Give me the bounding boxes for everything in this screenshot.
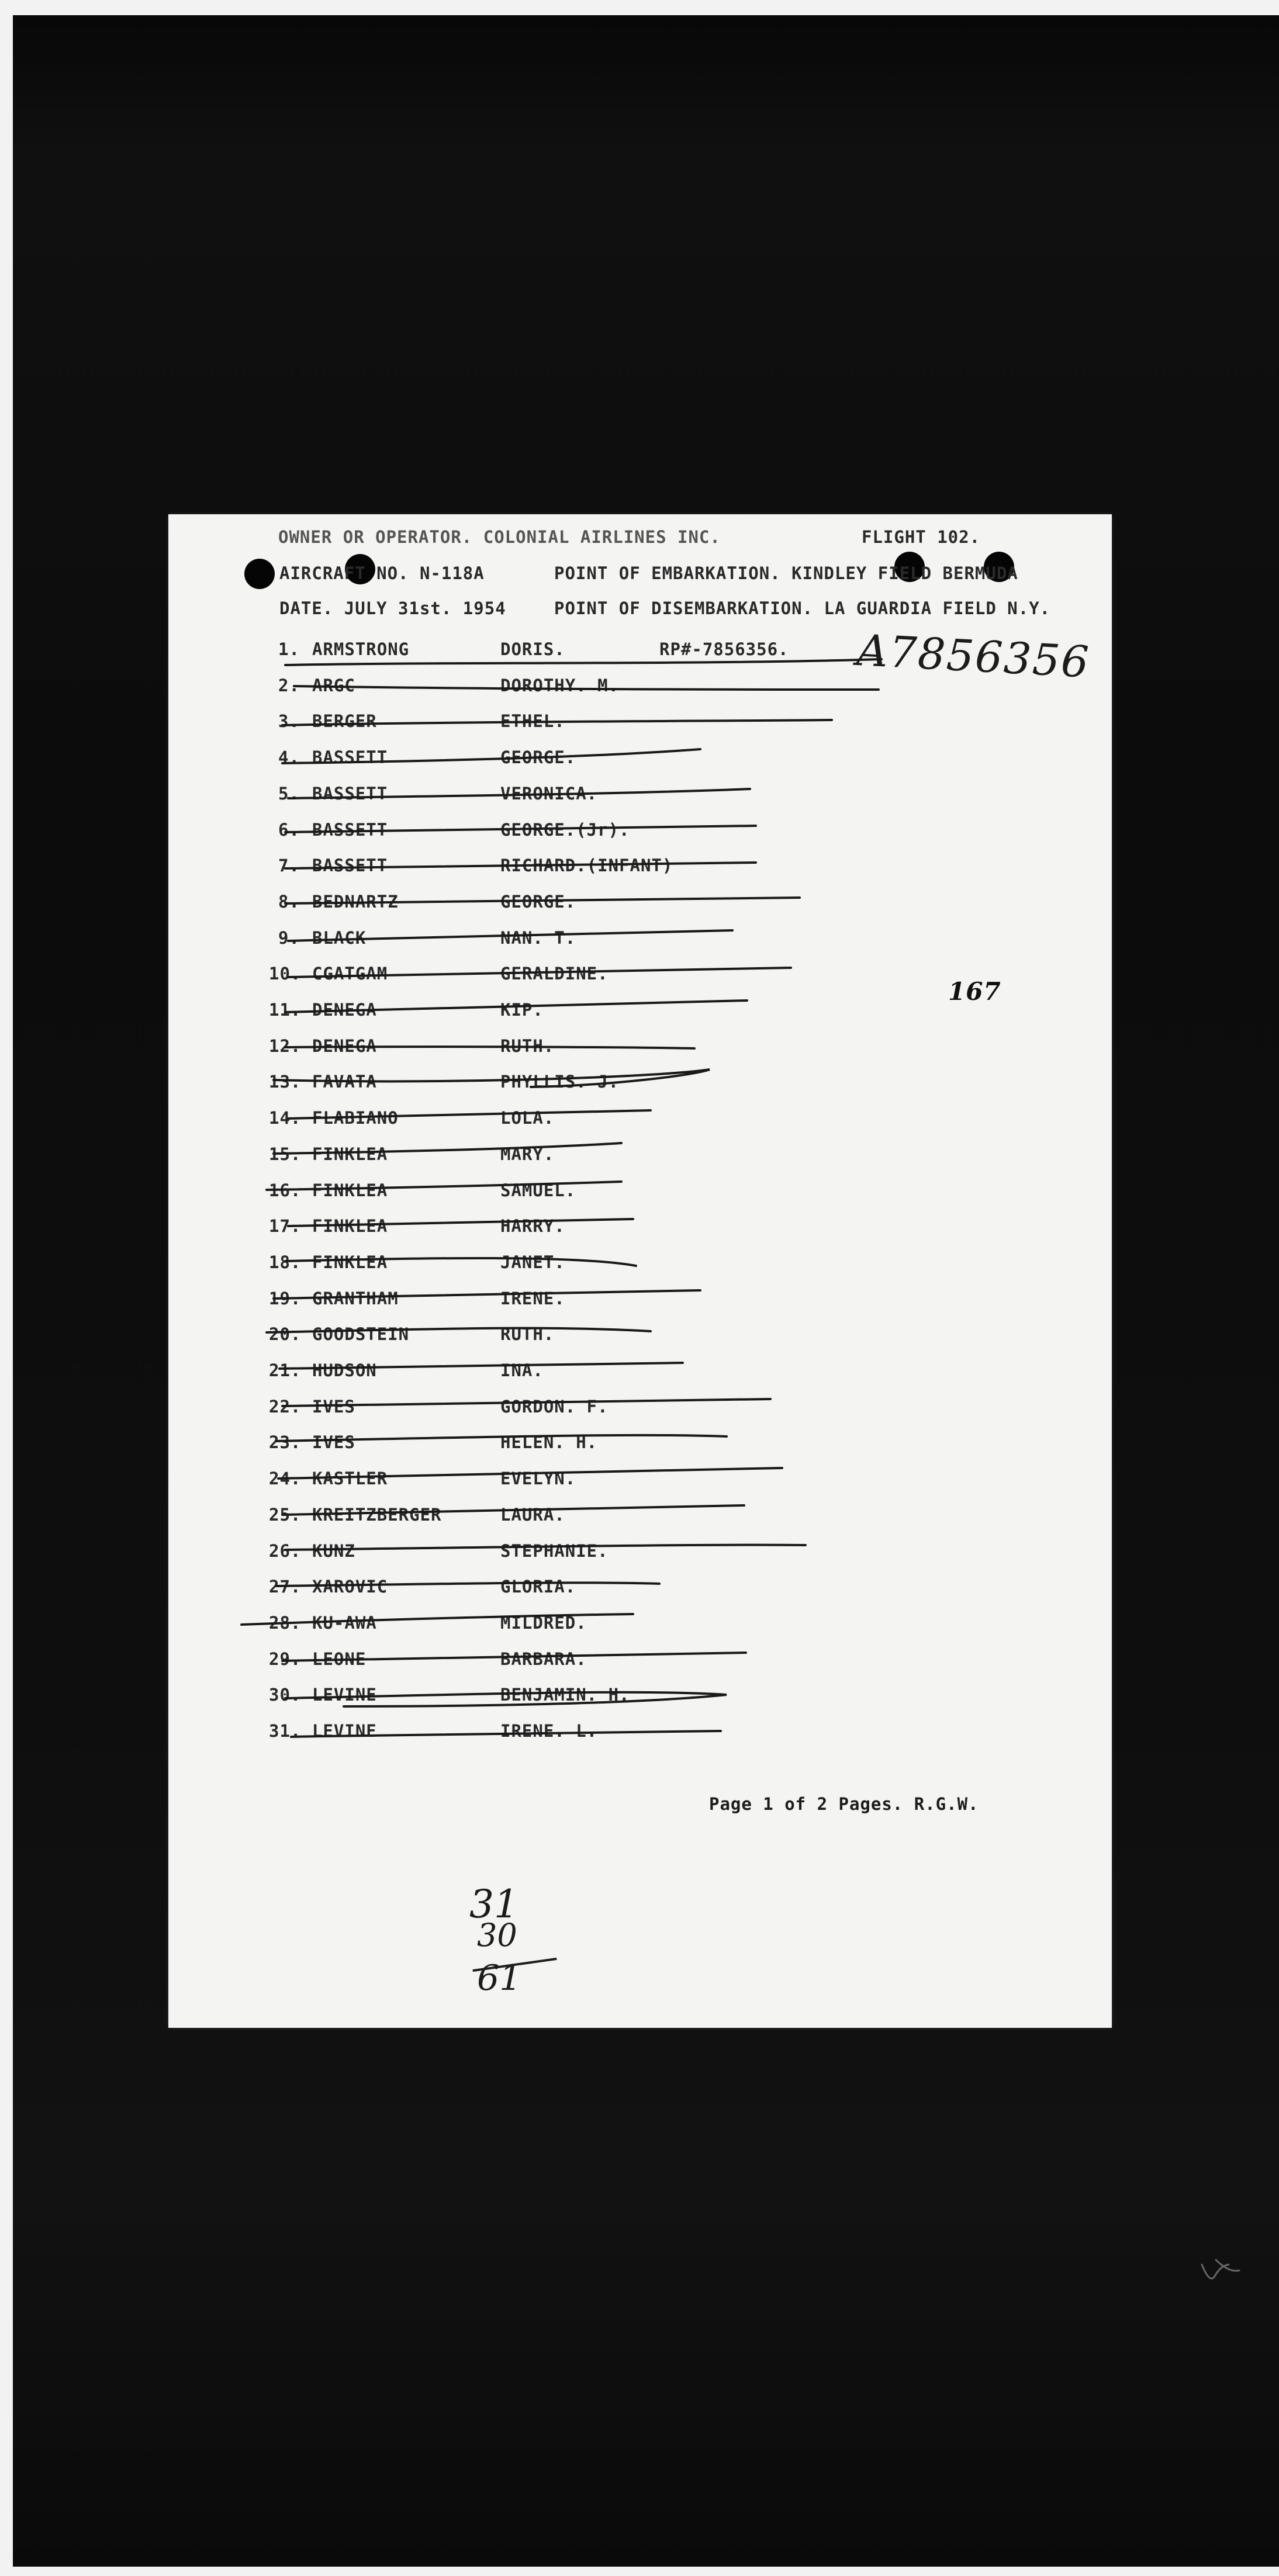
passenger-surname: LEONE <box>312 1649 367 1669</box>
passenger-given-name: INA. <box>500 1360 544 1380</box>
passenger-number: 20. <box>269 1324 302 1344</box>
passenger-surname: ARGC <box>312 676 355 695</box>
scan-border-bottom <box>0 2567 1279 2576</box>
passenger-given-name: SAMUEL. <box>500 1180 576 1200</box>
passenger-surname: KASTLER <box>312 1469 388 1488</box>
passenger-number: 18. <box>269 1252 302 1272</box>
passenger-number: 15. <box>269 1144 302 1164</box>
passenger-given-name: LOLA. <box>500 1108 555 1128</box>
passenger-surname: FINKLEA <box>312 1180 388 1200</box>
passenger-surname: KU-AWA <box>312 1613 377 1633</box>
passenger-given-name: HELEN. H. <box>500 1432 598 1452</box>
passenger-surname: LEVINE <box>312 1721 377 1741</box>
passenger-given-name: RICHARD.(INFANT) <box>500 856 673 875</box>
passenger-number: 22. <box>269 1397 302 1417</box>
passenger-note: RP#-7856356. <box>659 639 789 659</box>
passenger-number: 23. <box>269 1432 302 1452</box>
passenger-number: 28. <box>269 1613 302 1633</box>
tally-top: 31 <box>469 1882 518 1927</box>
passenger-number: 16. <box>269 1180 302 1200</box>
passenger-number: 8. <box>278 892 300 912</box>
passenger-surname: GOODSTEIN <box>312 1324 410 1344</box>
passenger-number: 12. <box>269 1036 302 1056</box>
passenger-number: 3. <box>278 711 300 731</box>
passenger-surname: BASSETT <box>312 856 388 875</box>
passenger-number: 19. <box>269 1289 302 1308</box>
passenger-surname: BASSETT <box>312 820 388 840</box>
header-disembarkation: POINT OF DISEMBARKATION. LA GUARDIA FIELD N.Y. <box>554 598 1051 618</box>
passenger-number: 6. <box>278 820 300 840</box>
passenger-given-name: PHYLLIS. J. <box>500 1072 620 1092</box>
passenger-surname: LEVINE <box>312 1685 377 1705</box>
passenger-given-name: GEORGE. <box>500 747 576 767</box>
passenger-surname: BERGER <box>312 711 377 731</box>
passenger-given-name: VERONICA. <box>500 784 598 804</box>
passenger-given-name: GLORIA. <box>500 1577 576 1597</box>
passenger-given-name: LAURA. <box>500 1505 565 1525</box>
header-embarkation: POINT OF EMBARKATION. KINDLEY FIELD BERMUDA <box>554 563 1018 583</box>
passenger-number: 13. <box>269 1072 302 1092</box>
passenger-given-name: GERALDINE. <box>500 964 609 984</box>
passenger-number: 2. <box>278 676 300 695</box>
passenger-number: 27. <box>269 1577 302 1597</box>
passenger-given-name: GEORGE. <box>500 892 576 912</box>
scan-border-top <box>0 0 1279 15</box>
passenger-surname: XAROVIC <box>312 1577 388 1597</box>
passenger-number: 17. <box>269 1216 302 1236</box>
passenger-given-name: KIP. <box>500 1000 544 1020</box>
passenger-given-name: JANET. <box>500 1252 565 1272</box>
passenger-surname: GRANTHAM <box>312 1289 399 1308</box>
passenger-surname: IVES <box>312 1397 355 1417</box>
passenger-given-name: IRENE. L. <box>500 1721 598 1741</box>
passenger-surname: CGATGAM <box>312 964 388 984</box>
passenger-number: 1. <box>278 639 300 659</box>
passenger-given-name: EVELYN. <box>500 1469 576 1488</box>
passenger-number: 5. <box>278 784 300 804</box>
passenger-given-name: GORDON. F. <box>500 1397 609 1417</box>
passenger-given-name: MILDRED. <box>500 1613 587 1633</box>
pencil-scribble-mark <box>1198 2253 1245 2288</box>
passenger-surname: DENEGA <box>312 1000 377 1020</box>
strike-line-1 <box>285 659 882 665</box>
passenger-surname: KUNZ <box>312 1541 355 1561</box>
page-note: Page 1 of 2 Pages. R.G.W. <box>709 1794 979 1814</box>
passenger-given-name: HARRY. <box>500 1216 565 1236</box>
passenger-surname: BASSETT <box>312 747 388 767</box>
passenger-surname: FINKLEA <box>312 1252 388 1272</box>
passenger-given-name: STEPHANIE. <box>500 1541 609 1561</box>
passenger-surname: ARMSTRONG <box>312 639 410 659</box>
tally-mid: 30 <box>477 1917 517 1954</box>
passenger-surname: IVES <box>312 1432 355 1452</box>
scan-border-left <box>0 0 13 2576</box>
passenger-given-name: NAN. T. <box>500 928 576 948</box>
passenger-given-name: RUTH. <box>500 1036 555 1056</box>
passenger-number: 29. <box>269 1649 302 1669</box>
header-owner: OWNER OR OPERATOR. COLONIAL AIRLINES INC. <box>278 527 721 547</box>
header-date: DATE. JULY 31st. 1954 <box>279 598 506 618</box>
passenger-number: 10. <box>269 964 302 984</box>
passenger-surname: FINKLEA <box>312 1144 388 1164</box>
passenger-surname: FLABIANO <box>312 1108 399 1128</box>
passenger-number: 31. <box>269 1721 302 1741</box>
passenger-surname: KREITZBERGER <box>312 1505 442 1525</box>
passenger-given-name: GEORGE.(Jr). <box>500 820 630 840</box>
passenger-given-name: RUTH. <box>500 1324 555 1344</box>
passenger-surname: BLACK <box>312 928 367 948</box>
passenger-given-name: BENJAMIN. H. <box>500 1685 630 1705</box>
stamp-number: 167 <box>948 977 1001 1006</box>
passenger-number: 4. <box>278 747 300 767</box>
passenger-surname: HUDSON <box>312 1360 377 1380</box>
passenger-given-name: DOROTHY. M. <box>500 676 620 695</box>
passenger-given-name: IRENE. <box>500 1289 565 1308</box>
passenger-number: 9. <box>278 928 300 948</box>
passenger-surname: FINKLEA <box>312 1216 388 1236</box>
passenger-surname: BEDNARTZ <box>312 892 399 912</box>
tally-total: 61 <box>477 1958 522 1999</box>
alien-number-handwritten: A7856356 <box>855 625 1091 688</box>
passenger-number: 25. <box>269 1505 302 1525</box>
header-aircraft: AIRCRAFT NO. N-118A <box>279 563 485 583</box>
passenger-given-name: MARY. <box>500 1144 555 1164</box>
passenger-surname: BASSETT <box>312 784 388 804</box>
passenger-number: 11. <box>269 1000 302 1020</box>
punch-hole-1 <box>244 559 275 589</box>
passenger-number: 26. <box>269 1541 302 1561</box>
passenger-given-name: ETHEL. <box>500 711 565 731</box>
manifest-page <box>168 514 1112 2028</box>
passenger-number: 7. <box>278 856 300 875</box>
header-flight: FLIGHT 102. <box>862 527 981 547</box>
passenger-number: 14. <box>269 1108 302 1128</box>
passenger-given-name: BARBARA. <box>500 1649 587 1669</box>
passenger-number: 24. <box>269 1469 302 1488</box>
passenger-surname: DENEGA <box>312 1036 377 1056</box>
passenger-number: 30. <box>269 1685 302 1705</box>
passenger-number: 21. <box>269 1360 302 1380</box>
passenger-given-name: DORIS. <box>500 639 565 659</box>
passenger-surname: FAVATA <box>312 1072 377 1092</box>
